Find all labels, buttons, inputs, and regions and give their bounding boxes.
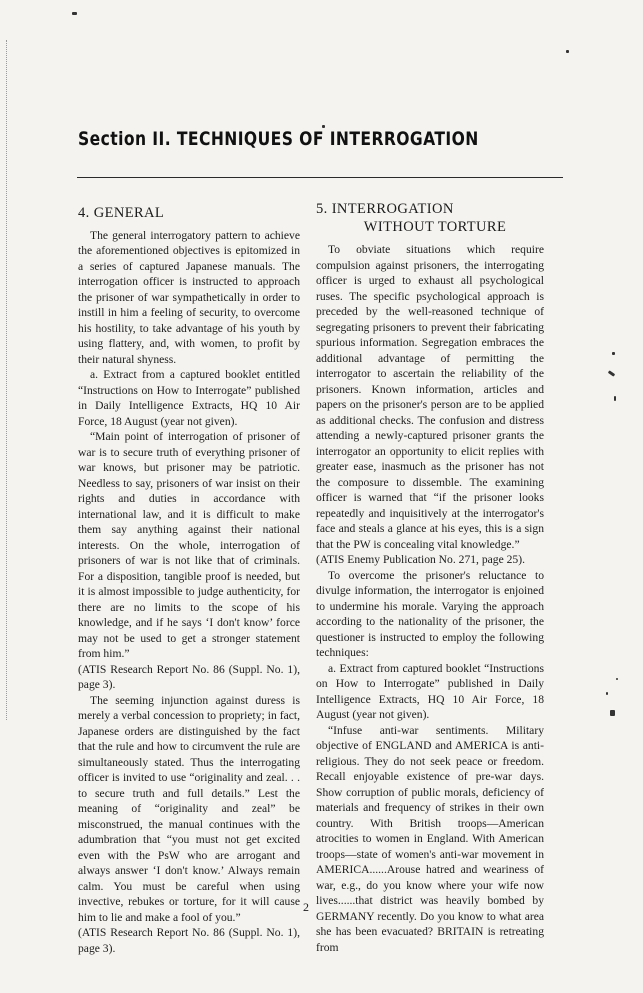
paragraph: The seeming injunction against duress is merely a verbal concession to propriety; in fact, Japanese orders are distinguished by the fact that the rule and how to circumvent the rule are simultaneously stated. Thus the interrogating officer is invited to use “originality and zeal. . . to secure truth and full details.” Lest the meaning of “originality and zeal” be misconstrued, the manual continues with the adumbration that “you must not get excited even with the PsW who are arrogant and always answer ‘I don't know.’ Always remain calm. You must be careful when using invective, rebukes or torture, for it will cause him to lie and make a fool of you.” [78,693,300,924]
quoted-paragraph: “Main point of interrogation of prisoner of war is to secure truth of everything prisoner of war knows, but prisoner may be patriotic. Needless to say, prisoners of war insist on their rights and duties in accordance with international law, and it is difficult to make them say anything against their national interests. On the whole, interrogation of prisoners of war is not like that of criminals. For a disposition, tangible proof is needed, but it is almost impossible to judge authenticity, for there are no limits to the scope of his knowledge, and if he says ‘I don't know’ force may not be used to get a stronger statement from him.” [78,430,300,660]
section-title: Section II. TECHNIQUES OF INTERROGATION [78,128,479,150]
heading-line: WITHOUT TORTURE [363,219,507,235]
paragraph: To obviate situations which require compulsion against prisoners, the interrogating officer is urged to exhaust all psychological ruses. The specific psychological approach is preceded by the well-reasoned technique of segregating prisoners to prevent their fabricating spurious information. Segregation embraces the additional advantage of permitting the interrogator to ascertain the reliability of the prisoners. Known information, articles and papers on the prisoner's person are to be applied as additional checks. The confusion and distress attending a newly-captured prisoner grants the interrogator an opportunity to elicit replies with greater ease, inasmuch as the prisoner has not the composure to dissemble. The examining officer is warned that “if the prisoner looks repeatedly and inquisitively at the interrogator's face and steals a glance at his eyes, this is a sign that the PW is concealing vital knowledge.” [316,243,544,551]
scan-speck [614,396,616,401]
binding-edge-marks [6,40,7,720]
citation: (ATIS Research Report No. 86 (Suppl. No. 1), page 3). [78,926,300,955]
scan-speck [72,12,77,15]
title-rule [77,177,563,178]
paragraph: The general interrogatory pattern to achieve the aforementioned objectives is epitomized in a series of captured Japanese manuals. The interrogation officer is instructed to approach the prisoner of war sympathetically in order to instill in him a feeling of security, to overcome his hostility, to take advantage of his youth by using flattery, and, with women, to profit by their natural shyness. [78,228,300,366]
scan-speck [608,370,615,376]
scan-speck [606,692,608,695]
right-column [316,198,544,955]
scan-speck [610,710,615,716]
citation: (ATIS Research Report No. 86 (Suppl. No. 1), page 3). [78,662,300,691]
citation: (ATIS Enemy Publication No. 271, page 25). [316,553,525,566]
section-heading-general: 4. GENERAL [78,205,165,221]
heading-line: 5. INTERROGATION [316,201,454,217]
quoted-paragraph: “Infuse anti-war sentiments. Military objective of ENGLAND and AMERICA is anti-religious. They do not seek peace or freedom. Recall enjoyable existence of pre-war days. Show corruption of public morals, deficiency of materials and frequency of strikes in their own country. With British troops—American atrocities to women in England. With American troops—state of women's anti-war movement in AMERICA......Arouse hatred and weariness of war, e.g., do you know where your wife now lives......that district was heavily bombed by GERMANY recently. Do you know to what area she has been evacuated? BRITAIN is retreating from [316,723,544,954]
paragraph: a. Extract from captured booklet “Instructions on How to Interrogate” published in Daily Intelligence Extracts, HQ 10 Air Force, 18 August (year not given). [316,661,544,721]
paragraph: To overcome the prisoner's reluctance to divulge information, the interrogator is enjoined to undermine his morale. Varying the approach according to the nationality of the prisoner, the questioner is instructed to employ the following techniques: [316,568,544,659]
left-column [78,198,300,956]
scan-speck [616,678,618,680]
scan-speck [612,352,615,355]
page-number: 2 [303,900,309,914]
scan-speck [566,50,569,53]
paragraph: a. Extract from a captured booklet entitled “Instructions on How to Interrogate” published in Daily Intelligence Extracts, HQ 10 Air Force, 18 August (year not given). [78,368,300,428]
section-heading-interrogation [316,200,544,236]
